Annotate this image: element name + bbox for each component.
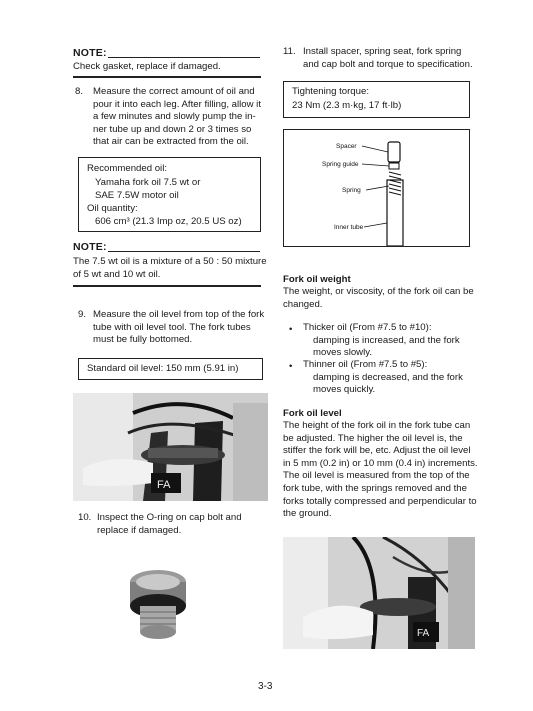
fork-level-photo-drawing bbox=[283, 537, 475, 649]
note-line: of 5 wt and 10 wt oil. bbox=[73, 268, 161, 280]
step-9-line: Measure the oil level from top of the fork bbox=[93, 309, 265, 320]
fork-oil-level-line: be adjusted. The higher the oil level is, the bbox=[283, 432, 463, 444]
note-text: Check gasket, replace if damaged. bbox=[73, 61, 221, 72]
torque-value: 23 Nm (2.3 m·kg, 17 ft·lb) bbox=[292, 100, 402, 111]
svg-text:FA: FA bbox=[417, 628, 430, 639]
recommended-oil-box bbox=[78, 157, 261, 232]
bullet-line: moves quickly. bbox=[313, 384, 376, 396]
bullet-dot-icon: • bbox=[289, 361, 293, 372]
fork-internal-diagram bbox=[284, 130, 469, 246]
bullet-head: Thinner oil (From #7.5 to #5): bbox=[303, 359, 428, 370]
fork-oil-level-line: The height of the fork oil in the fork tube can bbox=[283, 420, 471, 431]
fork-oil-weight-line: changed. bbox=[283, 298, 323, 310]
fork-oil-weight-heading: Fork oil weight bbox=[283, 274, 351, 285]
fork-oil-weight-text bbox=[283, 286, 478, 311]
diagram-label-spacer: Spacer bbox=[336, 143, 357, 150]
cap-bolt-o-ring-photo bbox=[108, 560, 208, 648]
step-9-text bbox=[93, 309, 265, 347]
step-8-line: ner tube up and down 2 or 3 times so bbox=[93, 123, 252, 135]
note-header-rule bbox=[108, 251, 260, 252]
step-11-text bbox=[303, 46, 483, 71]
oil-quantity-label: Oil quantity: bbox=[87, 203, 138, 214]
step-8-line: Measure the correct amount of oil and bbox=[93, 86, 255, 97]
oil-level-photo-drawing bbox=[73, 393, 268, 501]
bullet-line: damping is decreased, and the fork bbox=[313, 371, 463, 383]
step-8-line: a few minutes and slowly pump the in- bbox=[93, 111, 256, 123]
diagram-label-inner-tube: Inner tube bbox=[334, 224, 364, 231]
bullet-dot-icon: • bbox=[289, 324, 293, 335]
bullet-line: moves slowly. bbox=[313, 347, 372, 359]
fork-oil-level-line: fork tube, with the springs removed and the bbox=[283, 482, 467, 494]
diagram-label-spring-guide: Spring guide bbox=[322, 161, 359, 168]
step-8-line: that air can be extracted from the oil. bbox=[93, 136, 249, 148]
step-10-line: replace if damaged. bbox=[97, 524, 182, 536]
svg-text:FA: FA bbox=[157, 479, 171, 491]
note-header: NOTE: bbox=[73, 241, 107, 253]
fork-oil-level-line: the ground. bbox=[283, 508, 332, 520]
note-end-rule bbox=[73, 76, 261, 78]
oil-option-2: SAE 7.5W motor oil bbox=[95, 190, 179, 201]
step-11-number: 11. bbox=[283, 46, 296, 57]
fork-oil-level-line: in 5 mm (0.2 in) or 10 mm (0.4 in) increments. bbox=[283, 457, 478, 469]
fork-oil-level-text bbox=[283, 420, 479, 521]
oil-box-title: Recommended oil: bbox=[87, 163, 167, 174]
step-10-line: Inspect the O-ring on cap bolt and bbox=[97, 512, 242, 523]
fork-oil-level-tool-photo bbox=[283, 537, 475, 649]
tightening-torque-box bbox=[283, 81, 470, 118]
diagram-label-spring: Spring bbox=[342, 187, 361, 194]
bullet-head: Thicker oil (From #7.5 to #10): bbox=[303, 322, 432, 333]
step-8-number: 8. bbox=[75, 86, 84, 97]
step-8-text bbox=[93, 86, 263, 149]
standard-oil-level-box bbox=[78, 358, 263, 380]
note-header: NOTE: bbox=[73, 47, 107, 59]
note-line: The 7.5 wt oil is a mixture of a 50 : 50 mixture bbox=[73, 256, 267, 267]
oil-level-measurement-photo bbox=[73, 393, 268, 501]
step-10-number: 10. bbox=[78, 512, 92, 523]
note-end-rule bbox=[73, 285, 261, 287]
standard-oil-level-text: Standard oil level: 150 mm (5.91 in) bbox=[87, 363, 239, 374]
page-number: 3-3 bbox=[258, 681, 273, 692]
step-9-number: 9. bbox=[78, 309, 87, 320]
fork-oil-weight-line: The weight, or viscosity, of the fork oil can be bbox=[283, 286, 474, 297]
oil-option-1: Yamaha fork oil 7.5 wt or bbox=[95, 177, 201, 188]
fork-oil-level-line: stiffer the fork will be, etc. Adjust the oil level bbox=[283, 445, 471, 457]
note-text bbox=[73, 256, 268, 281]
step-10-text bbox=[97, 512, 267, 537]
step-11-line: and cap bolt and torque to specification. bbox=[303, 58, 473, 70]
torque-title: Tightening torque: bbox=[292, 86, 369, 97]
step-9-line: must be fully bottomed. bbox=[93, 334, 193, 346]
bullet-line: damping is increased, and the fork bbox=[313, 334, 460, 346]
note-header-rule bbox=[108, 57, 260, 58]
fork-oil-level-line: The oil level is measured from the top of the bbox=[283, 470, 470, 482]
step-8-line: pour it into each leg. After filling, allow it bbox=[93, 98, 261, 110]
step-9-line: tube with oil level tool. The fork tubes bbox=[93, 321, 251, 333]
step-11-line: Install spacer, spring seat, fork spring bbox=[303, 46, 462, 57]
fork-oil-level-heading: Fork oil level bbox=[283, 408, 342, 419]
oil-quantity-value: 606 cm³ (21.3 Imp oz, 20.5 US oz) bbox=[95, 216, 242, 227]
bullet-thinner-oil bbox=[303, 359, 478, 397]
fork-oil-level-line: forks totally compressed and perpendicular to bbox=[283, 495, 477, 507]
cap-bolt-drawing bbox=[108, 560, 208, 648]
bullet-thicker-oil bbox=[303, 322, 478, 360]
fork-diagram-box bbox=[283, 129, 470, 247]
